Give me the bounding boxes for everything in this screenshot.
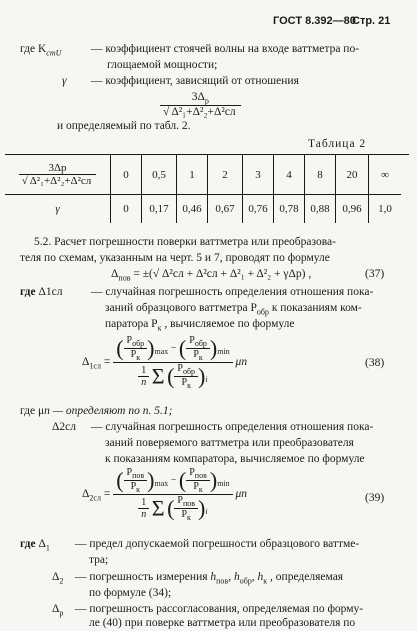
f38-p5: P <box>177 363 183 374</box>
f39-p1: P <box>126 467 133 478</box>
f38-p3: P <box>189 335 195 346</box>
f39-p6: P <box>181 509 188 520</box>
def1-line3 <box>105 318 295 332</box>
f39-p3-sub: пов <box>194 471 207 480</box>
d2-h3: h <box>257 571 264 583</box>
f37-lhs: Δ <box>111 268 119 280</box>
def2-term: Δ2сл <box>52 421 76 433</box>
d2-line1-tail: , определяемая <box>270 571 344 583</box>
f39-min: min <box>217 478 230 488</box>
f38-p4-sub: к <box>198 353 203 362</box>
f39-denominator: $\frac{1}{n}$ Σ ( $\frac{P_{пов}}{P_к}$ )$_i$ <box>113 495 232 522</box>
table-cell: 0,67 <box>208 195 243 224</box>
def2-line1: — случайная погрешность определения отношения пока- <box>91 421 374 433</box>
table-row2-label: γ <box>55 203 60 215</box>
def1-line2 <box>105 302 362 316</box>
f38-denominator: $\frac{1}{n}$ Σ ( $\frac{P_{обр}}{P_к}$ )$_i$ <box>113 363 232 390</box>
def-gamma-term: γ <box>62 75 67 87</box>
formula-38: $\Delta_{1сл}$ = ( $\frac{P_{обр}}{P_к}$ )$_{max}$ − ( $\frac{P_{обр}}{P_к}$ )$_{min}$ $\frac{1}{n}$ Σ ( $\frac{P_{обр}}{P_к}$ )$_i$ μn <box>82 335 248 390</box>
table-cell: 4 <box>274 155 305 195</box>
f39-p5: P <box>177 495 183 506</box>
page-number: Стр. 21 <box>352 15 391 27</box>
def-gamma-line: — коэффициент, зависящий от отношения <box>91 75 299 87</box>
numerator-sub: р <box>204 96 209 106</box>
f39-main-fraction <box>113 467 232 522</box>
d2-line2: по формуле (34); <box>89 587 172 599</box>
table-cell: 3 <box>243 155 274 195</box>
f38-p6-sub: к <box>187 381 191 390</box>
def-k-where: где K <box>20 43 47 55</box>
f39-p4-sub: к <box>198 485 203 494</box>
f38-p3-sub: обр <box>194 339 207 348</box>
def1-term: Δ1сл <box>38 286 63 298</box>
dp <box>52 603 63 617</box>
def1 <box>20 286 62 298</box>
def-k-sub: стU <box>46 48 62 58</box>
formula-39-number: (39) <box>365 492 385 504</box>
mu-line-tail: n — определяют по п. 5.1; <box>44 405 173 417</box>
table-cell: 1 <box>177 155 208 195</box>
section-line1: 5.2. Расчет погрешности поверки ваттметра или преобразова- <box>34 236 336 248</box>
def-k-term <box>20 43 61 57</box>
f38-numerator: ( $\frac{P_{обр}}{P_к}$ )$_{max}$ − ( $\frac{P_{обр}}{P_к}$ )$_{min}$ <box>113 335 232 363</box>
f39-n: n <box>141 509 147 520</box>
f38-p1: P <box>126 335 133 346</box>
f38-mu: μn <box>235 356 248 369</box>
section-line2: теля по схемам, указанным на черт. 5 и 7, проводят по формуле <box>20 252 330 264</box>
d2-line1-text: — погрешность измерения <box>75 571 208 583</box>
def-tail: и определяемый по табл. 2. <box>57 120 191 132</box>
denominator-text: Δ²₁+Δ²₂+Δ²сл <box>171 106 236 119</box>
f39-lhs-sub: 2сл <box>89 493 101 503</box>
table-cell: 20 <box>336 155 369 195</box>
d2-line1: — погрешность измерения $h_{пов}$, $h_{обр}$, $h_к$ , определяемая <box>75 571 344 586</box>
def1-line1: — случайная погрешность определения отношения пока- <box>91 286 374 298</box>
formula-37 <box>111 268 311 282</box>
table-cell: 0 <box>111 195 142 224</box>
f38-lhs: Δ <box>82 356 90 369</box>
d2-sub: 2 <box>59 576 64 586</box>
f39-sigma: Σ <box>151 495 165 521</box>
f39-max: max <box>154 478 169 488</box>
d2-h2: h <box>233 571 240 583</box>
d1 <box>20 538 50 552</box>
f38-sigma: Σ <box>151 363 165 389</box>
f38-p6: P <box>181 377 188 388</box>
f38-max: max <box>154 346 169 356</box>
dp-line2: ле (40) при поверке ваттметра или преобразователя по <box>89 617 356 629</box>
def-k-line2: глощаемой мощности; <box>107 59 218 71</box>
f39-p1-sub: пов <box>132 471 145 480</box>
table-label-den-text: Δ²₁+Δ²₂+Δ²сл <box>29 175 92 187</box>
table-row1-label <box>5 155 111 195</box>
f38-one: 1 <box>138 365 149 377</box>
dp-line1: — погрешность рассогласования, определяемая по форму- <box>75 603 364 615</box>
def1-line2-text: заний образцового ваттметра P <box>105 302 257 314</box>
f39-mu: μn <box>235 488 248 501</box>
f39-p2: P <box>130 481 137 492</box>
def1-line2-sub: обр <box>256 307 269 317</box>
f39-one: 1 <box>138 497 149 509</box>
f39-numerator: ( $\frac{P_{пов}}{P_к}$ )$_{max}$ − ( $\frac{P_{пов}}{P_к}$ )$_{min}$ <box>113 467 232 495</box>
def1-line3-tail: , вычисляемое по формуле <box>164 318 295 330</box>
f39-lhs: Δ <box>82 488 90 501</box>
fraction-numerator <box>160 91 241 106</box>
table-cell: ∞ <box>369 155 402 195</box>
d2-h1-sub: пов <box>216 576 229 586</box>
table-cell: 0,78 <box>274 195 305 224</box>
table-cell: 0,96 <box>336 195 369 224</box>
table-cell: 8 <box>305 155 336 195</box>
f38-n: n <box>141 377 147 388</box>
fraction-denominator: √ Δ²₁+Δ²₂+Δ²сл <box>163 106 236 119</box>
f37-rhs: = ±(√ Δ²сл + Δ²сл + Δ²₁ + Δ²₂ + γΔр) , <box>133 268 312 280</box>
f39-p6-sub: к <box>187 513 191 522</box>
d2-term: Δ <box>52 571 60 583</box>
f38-min: min <box>217 346 230 356</box>
f39-p4: P <box>193 481 199 492</box>
def1-where: где <box>20 286 36 298</box>
table-cell: 0,5 <box>142 155 177 195</box>
f38-i: i <box>205 374 208 384</box>
f39-p3: P <box>189 467 195 478</box>
numerator-text: 3Δ <box>191 91 205 103</box>
mu-line-text: где μ <box>20 405 45 417</box>
d1-where: где <box>20 538 36 550</box>
f38-p2-sub: к <box>136 353 141 362</box>
f38-p5-sub: обр <box>182 367 196 376</box>
d1-sub: 1 <box>45 543 50 553</box>
f39-p2-sub: к <box>136 485 141 494</box>
mu-line <box>20 405 172 417</box>
d2 <box>52 571 63 585</box>
def1-line3-sub: к <box>157 323 162 333</box>
def2-line2: заний поверяемого ваттметра или преобразователя <box>105 437 354 449</box>
table-cell: 0,17 <box>142 195 177 224</box>
table-cell: 1,0 <box>369 195 402 224</box>
d1-term: Δ <box>38 538 46 550</box>
def-k-line1: — коэффициент стоячей волны на входе ваттметра по- <box>91 43 360 55</box>
table-cell: 0,46 <box>177 195 208 224</box>
d1-line2: тра; <box>89 554 109 566</box>
def1-line3-text: паратора P <box>105 318 158 330</box>
formula-37-number: (37) <box>365 268 385 280</box>
d2-h3-sub: к <box>263 576 268 586</box>
table-cell: 0,76 <box>243 195 274 224</box>
formula-39: $\Delta_{2сл}$ = ( $\frac{P_{пов}}{P_к}$ )$_{max}$ − ( $\frac{P_{пов}}{P_к}$ )$_{min}$ $\frac{1}{n}$ Σ ( $\frac{P_{пов}}{P_к}$ )$_i$ μn <box>82 467 248 522</box>
f38-lhs-sub: 1сл <box>89 361 101 371</box>
f39-i: i <box>205 506 208 516</box>
f38-p4: P <box>193 349 199 360</box>
formula-38-number: (38) <box>365 357 385 369</box>
table-label-den: √ Δ²₁+Δ²₂+Δ²сл <box>21 175 92 187</box>
d2-h2-sub: обр <box>239 576 252 586</box>
def1-line2-tail: к показаниям ком- <box>271 302 362 314</box>
f38-p1-sub: обр <box>132 339 145 348</box>
table-2 <box>5 155 401 223</box>
table-label-num: 3Δр <box>19 162 97 175</box>
f39-p5-sub: пов <box>182 499 196 508</box>
d2-h1: h <box>210 571 217 583</box>
dp-sub: р <box>59 608 64 618</box>
def2-line3: к показаниям компаратора, вычисляемое по формуле <box>105 453 365 465</box>
f37-lhs-sub: пов <box>118 273 131 283</box>
f38-main-fraction <box>113 335 232 390</box>
table-caption: Таблица 2 <box>308 138 367 150</box>
gost-number: ГОСТ 8.392—80 <box>273 15 356 27</box>
dp-term: Δ <box>52 603 60 615</box>
f38-p2: P <box>130 349 137 360</box>
table-cell: 2 <box>208 155 243 195</box>
d1-line1: — предел допускаемой погрешности образцового ваттме- <box>75 538 360 550</box>
def-gamma-fraction <box>160 91 241 118</box>
table-cell: 0,88 <box>305 195 336 224</box>
table-cell: 0 <box>111 155 142 195</box>
